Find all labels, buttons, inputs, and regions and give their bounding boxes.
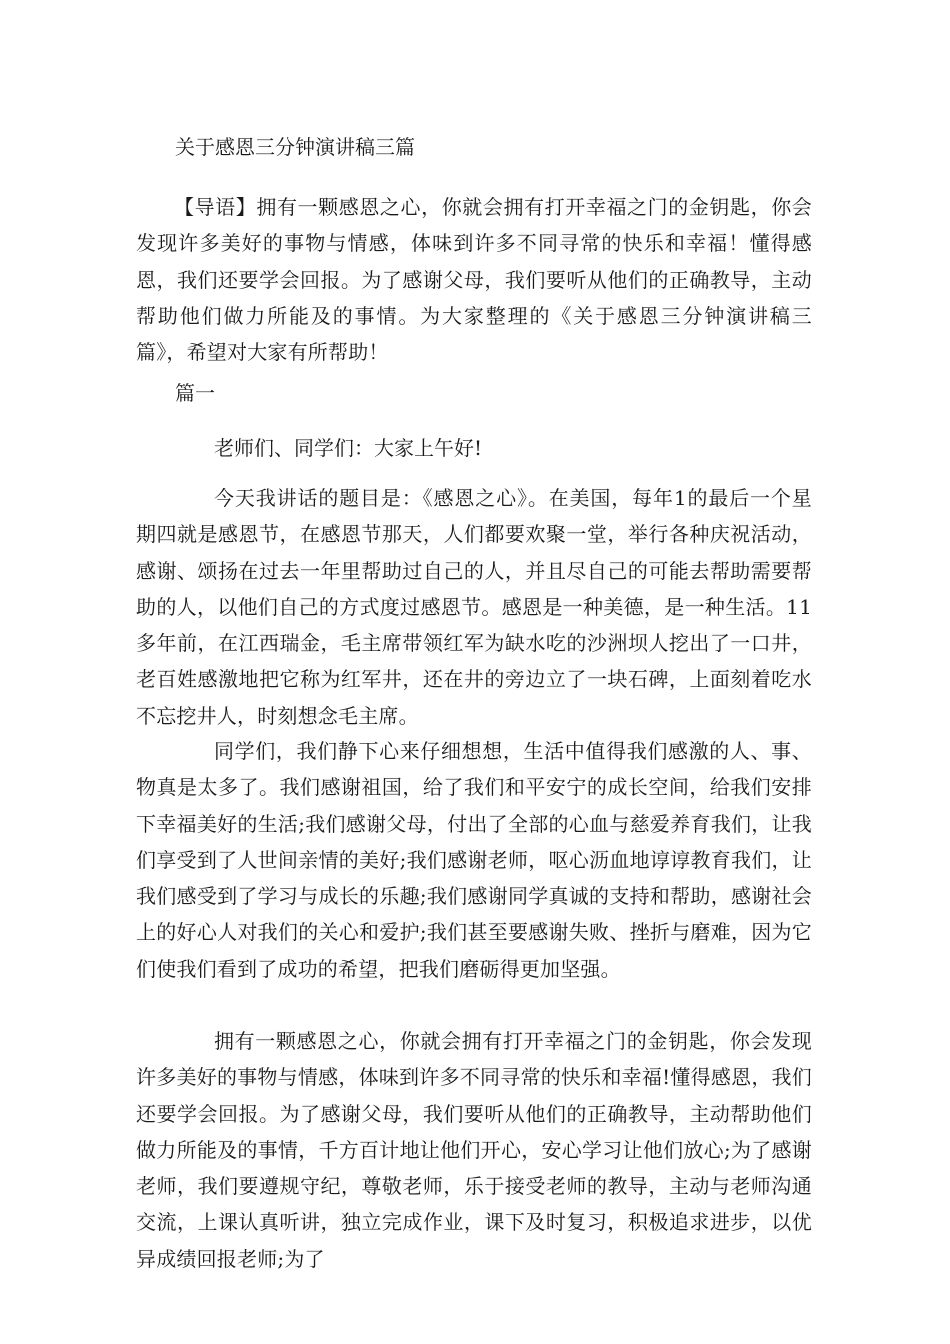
body-paragraph: 拥有一颗感恩之心，你就会拥有打开幸福之门的金钥匙，你会发现许多美好的事物与情感，体味到许多不同寻常的快乐和幸福!懂得感恩，我们还要学会回报。为了感谢父母，我们要听从他们的正确教导，主动帮助他们做力所能及的事情，千方百计地让他们开心，安心学习让他们放心;为了感谢老师，我们要遵规守纪，尊敬老师，乐于接受老师的教导，主动与老师沟通交流，上课认真听讲，独立完成作业，课下及时复习，积极追求进步，以优异成绩回报老师;为了 [136,1029,812,1271]
section-heading: 篇一 [175,381,215,405]
document-title: 关于感恩三分钟演讲稿三篇 [175,135,415,159]
greeting-line: 老师们、同学们：大家上午好! [214,436,483,460]
body-paragraph: 今天我讲话的题目是：《感恩之心》。在美国，每年1的最后一个星期四就是感恩节，在感恩节那天，人们都要欢聚一堂，举行各种庆祝活动，感谢、颂扬在过去一年里帮助过自己的人，并且尽自己的可能去帮助需要帮助的人，以他们自己的方式度过感恩节。感恩是一种美德，是一种生活。11多年前，在江西瑞金，毛主席带领红军为缺水吃的沙洲坝人挖出了一口井，老百姓感激地把它称为红军井，还在井的旁边立了一块石碑，上面刻着吃水不忘挖井人，时刻想念毛主席。 [136,486,812,728]
body-paragraph: 同学们，我们静下心来仔细想想，生活中值得我们感激的人、事、物真是太多了。我们感谢祖国，给了我们和平安宁的成长空间，给我们安排下幸福美好的生活;我们感谢父母，付出了全部的心血与慈爱养育我们，让我们享受到了人世间亲情的美好;我们感谢老师，呕心沥血地谆谆教育我们，让我们感受到了学习与成长的乐趣;我们感谢同学真诚的支持和帮助，感谢社会上的好心人对我们的关心和爱护;我们甚至要感谢失败、挫折与磨难，因为它们使我们看到了成功的希望，把我们磨砺得更加坚强。 [136,739,812,981]
intro-paragraph: 【导语】拥有一颗感恩之心，你就会拥有打开幸福之门的金钥匙，你会发现许多美好的事物与情感，体味到许多不同寻常的快乐和幸福！懂得感恩，我们还要学会回报。为了感谢父母，我们要听从他们的正确教导，主动帮助他们做力所能及的事情。为大家整理的《关于感恩三分钟演讲稿三篇》，希望对大家有所帮助！ [136,195,812,365]
